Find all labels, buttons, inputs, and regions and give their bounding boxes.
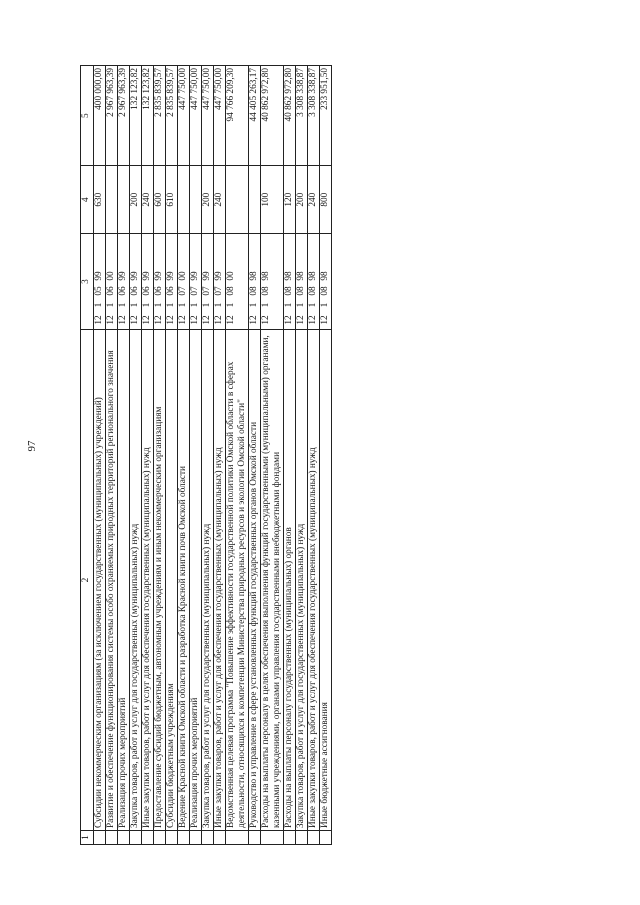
code-parts xyxy=(320,234,331,329)
code-part: 07 xyxy=(178,286,188,296)
table-row xyxy=(190,66,202,845)
row-name: Иные закупки товаров, работ и услуг для обеспечения государственных (муниципальных) нужд xyxy=(308,329,320,830)
code-part: 06 xyxy=(166,286,176,296)
code-part: 1 xyxy=(118,302,128,308)
code-part: 12 xyxy=(178,315,188,325)
budget-table xyxy=(80,65,332,845)
code-part: 12 xyxy=(130,315,140,325)
row-code xyxy=(190,234,202,330)
row-number-cell xyxy=(202,831,214,845)
code-part: 98 xyxy=(249,271,259,281)
table-row xyxy=(202,66,214,845)
code-part: 99 xyxy=(214,271,224,281)
code-part: 07 xyxy=(214,286,224,296)
code-part: 12 xyxy=(320,315,330,325)
row-expense-type: 240 xyxy=(308,166,320,234)
row-code xyxy=(214,234,226,330)
code-parts xyxy=(284,234,295,329)
table-row xyxy=(154,66,166,845)
row-code xyxy=(94,234,106,330)
row-name: Реализация прочих мероприятий xyxy=(190,329,202,830)
code-parts xyxy=(214,234,225,329)
header-col-2: 2 xyxy=(81,329,94,830)
row-number-cell xyxy=(214,831,226,845)
code-part: 07 xyxy=(190,286,200,296)
row-amount: 447 750,00 xyxy=(214,66,226,166)
row-code xyxy=(249,234,261,330)
row-name: Субсидии бюджетным учреждениям xyxy=(166,329,178,830)
row-expense-type: 240 xyxy=(214,166,226,234)
table-row xyxy=(284,66,296,845)
code-part: 1 xyxy=(296,302,306,308)
row-number-cell xyxy=(296,831,308,845)
code-part: 12 xyxy=(249,315,259,325)
code-part: 12 xyxy=(190,315,200,325)
code-part: 99 xyxy=(166,271,176,281)
table-row xyxy=(166,66,178,845)
code-parts xyxy=(130,234,141,329)
row-amount: 3 308 338,87 xyxy=(308,66,320,166)
row-name: Руководство и управление в сфере установленных функций государственных органов Омской области xyxy=(249,329,261,830)
code-part: 08 xyxy=(320,286,330,296)
code-parts xyxy=(226,234,237,329)
row-expense-type xyxy=(106,166,118,234)
table-row xyxy=(142,66,154,845)
row-number-cell xyxy=(226,831,249,845)
code-part: 1 xyxy=(226,302,236,308)
code-part: 00 xyxy=(178,271,188,281)
code-part: 12 xyxy=(214,315,224,325)
row-code xyxy=(166,234,178,330)
code-part: 1 xyxy=(166,302,176,308)
code-parts xyxy=(178,234,189,329)
row-expense-type: 630 xyxy=(94,166,106,234)
row-expense-type: 120 xyxy=(284,166,296,234)
code-part: 08 xyxy=(261,286,271,296)
row-name: Субсидии некоммерческим организациям (за исключением государственных (муниципальных) учреждений) xyxy=(94,329,106,830)
row-name: Закупка товаров, работ и услуг для государственных (муниципальных) нужд xyxy=(202,329,214,830)
row-expense-type: 200 xyxy=(130,166,142,234)
table-row xyxy=(130,66,142,845)
row-number-cell xyxy=(106,831,118,845)
row-number-cell xyxy=(249,831,261,845)
row-code xyxy=(106,234,118,330)
code-part: 06 xyxy=(142,286,152,296)
code-parts xyxy=(142,234,153,329)
code-part: 06 xyxy=(106,286,116,296)
code-part: 08 xyxy=(226,286,236,296)
code-part: 1 xyxy=(249,302,259,308)
code-part: 00 xyxy=(226,271,236,281)
code-parts xyxy=(190,234,201,329)
row-code xyxy=(261,234,284,330)
code-part: 08 xyxy=(308,286,318,296)
row-amount: 400 000,00 xyxy=(94,66,106,166)
row-amount: 132 123,82 xyxy=(142,66,154,166)
table-header-row xyxy=(81,66,94,845)
row-amount: 3 308 338,87 xyxy=(296,66,308,166)
table-row xyxy=(94,66,106,845)
code-parts xyxy=(154,234,165,329)
code-part: 00 xyxy=(106,271,116,281)
code-part: 12 xyxy=(261,315,271,325)
row-name: Иные закупки товаров, работ и услуг для обеспечения государственных (муниципальных) нужд xyxy=(142,329,154,830)
row-name: Закупка товаров, работ и услуг для государственных (муниципальных) нужд xyxy=(296,329,308,830)
row-expense-type xyxy=(118,166,130,234)
code-part: 12 xyxy=(284,315,294,325)
code-part: 1 xyxy=(178,302,188,308)
table-row xyxy=(320,66,332,845)
code-part: 98 xyxy=(296,271,306,281)
row-amount: 447 750,00 xyxy=(202,66,214,166)
row-code xyxy=(320,234,332,330)
row-code xyxy=(202,234,214,330)
header-col-1: 1 xyxy=(81,831,94,845)
table-row xyxy=(214,66,226,845)
code-part: 08 xyxy=(284,286,294,296)
code-parts xyxy=(249,234,260,329)
code-part: 1 xyxy=(130,302,140,308)
code-part: 1 xyxy=(202,302,212,308)
row-number-cell xyxy=(118,831,130,845)
code-part: 06 xyxy=(130,286,140,296)
row-expense-type xyxy=(226,166,249,234)
code-part: 99 xyxy=(118,271,128,281)
code-part: 12 xyxy=(226,315,236,325)
row-code xyxy=(226,234,249,330)
row-number-cell xyxy=(308,831,320,845)
row-amount: 2 967 963,39 xyxy=(106,66,118,166)
row-name: Иные бюджетные ассигнования xyxy=(320,329,332,830)
header-col-4: 4 xyxy=(81,166,94,234)
row-name: Расходы на выплаты персоналу в целях обеспечения выполнения функций государственными (муниципальными) органами, казенными учреждениями, органами управления государственными внебюджетными фондами xyxy=(261,329,284,830)
table-row xyxy=(106,66,118,845)
row-number-cell xyxy=(154,831,166,845)
row-number-cell xyxy=(166,831,178,845)
code-part: 1 xyxy=(308,302,318,308)
code-part: 99 xyxy=(154,271,164,281)
code-part: 12 xyxy=(166,315,176,325)
code-part: 1 xyxy=(106,302,116,308)
row-number-cell xyxy=(284,831,296,845)
code-part: 1 xyxy=(142,302,152,308)
row-expense-type: 800 xyxy=(320,166,332,234)
row-amount: 40 862 972,80 xyxy=(284,66,296,166)
row-code xyxy=(284,234,296,330)
code-part: 1 xyxy=(214,302,224,308)
code-parts xyxy=(202,234,213,329)
row-name: Закупка товаров, работ и услуг для государственных (муниципальных) нужд xyxy=(130,329,142,830)
table-row xyxy=(249,66,261,845)
budget-table-body xyxy=(81,66,332,845)
row-amount: 447 750,00 xyxy=(190,66,202,166)
code-parts xyxy=(94,234,105,329)
row-name: Ведение Красной книги Омской области и разработка Красной книги почв Омской области xyxy=(178,329,190,830)
row-expense-type: 200 xyxy=(296,166,308,234)
code-part: 1 xyxy=(261,302,271,308)
code-part: 06 xyxy=(154,286,164,296)
row-name: Развитие и обеспечение функционирования системы особо охраняемых природных территорий регионального значения xyxy=(106,329,118,830)
row-code xyxy=(296,234,308,330)
row-number-cell xyxy=(94,831,106,845)
code-parts xyxy=(296,234,307,329)
code-part: 99 xyxy=(142,271,152,281)
row-amount: 44 405 263,17 xyxy=(249,66,261,166)
code-part: 06 xyxy=(118,286,128,296)
table-row xyxy=(296,66,308,845)
row-amount: 40 862 972,80 xyxy=(261,66,284,166)
code-part: 12 xyxy=(154,315,164,325)
code-part: 98 xyxy=(284,271,294,281)
row-code xyxy=(142,234,154,330)
row-amount: 132 123,82 xyxy=(130,66,142,166)
code-part: 12 xyxy=(142,315,152,325)
code-part: 12 xyxy=(118,315,128,325)
header-col-3: 3 xyxy=(81,234,94,330)
row-number-cell xyxy=(178,831,190,845)
code-part: 1 xyxy=(284,302,294,308)
code-part: 12 xyxy=(106,315,116,325)
row-expense-type: 610 xyxy=(166,166,178,234)
code-part: 99 xyxy=(190,271,200,281)
row-expense-type xyxy=(178,166,190,234)
code-part: 1 xyxy=(154,302,164,308)
row-name: Ведомственная целевая программа "Повышение эффективности государственной политики Омской области в сферах деятельности, относящихся к компетенции Министерства природных ресурсов и экологии Омской области" xyxy=(226,329,249,830)
row-name: Предоставление субсидий бюджетным, автономным учреждениям и иным некоммерческим организациям xyxy=(154,329,166,830)
code-part: 07 xyxy=(202,286,212,296)
table-row xyxy=(178,66,190,845)
page-number: 97 xyxy=(26,440,38,452)
row-amount: 2 967 963,39 xyxy=(118,66,130,166)
code-part: 12 xyxy=(202,315,212,325)
code-part: 98 xyxy=(308,271,318,281)
row-expense-type: 600 xyxy=(154,166,166,234)
code-parts xyxy=(106,234,117,329)
row-expense-type: 240 xyxy=(142,166,154,234)
rotated-content xyxy=(80,55,600,845)
row-amount: 233 951,50 xyxy=(320,66,332,166)
row-code xyxy=(178,234,190,330)
code-part: 05 xyxy=(94,286,104,296)
row-expense-type xyxy=(249,166,261,234)
code-part: 1 xyxy=(320,302,330,308)
row-number-cell xyxy=(130,831,142,845)
row-code xyxy=(154,234,166,330)
row-number-cell xyxy=(190,831,202,845)
table-row xyxy=(308,66,320,845)
code-part: 08 xyxy=(296,286,306,296)
code-part: 12 xyxy=(296,315,306,325)
row-name: Иные закупки товаров, работ и услуг для обеспечения государственных (муниципальных) нужд xyxy=(214,329,226,830)
code-part: 1 xyxy=(190,302,200,308)
code-part: 12 xyxy=(308,315,318,325)
row-number-cell xyxy=(320,831,332,845)
code-parts xyxy=(261,234,272,329)
row-expense-type: 200 xyxy=(202,166,214,234)
row-amount: 447 750,00 xyxy=(178,66,190,166)
row-amount: 2 835 839,57 xyxy=(166,66,178,166)
code-parts xyxy=(308,234,319,329)
code-part: 99 xyxy=(202,271,212,281)
code-part: 98 xyxy=(261,271,271,281)
row-code xyxy=(118,234,130,330)
code-parts xyxy=(118,234,129,329)
table-row xyxy=(226,66,249,845)
code-parts xyxy=(166,234,177,329)
row-expense-type xyxy=(190,166,202,234)
row-number-cell xyxy=(142,831,154,845)
code-part: 1 xyxy=(94,302,104,308)
row-expense-type: 100 xyxy=(261,166,284,234)
code-part: 08 xyxy=(249,286,259,296)
row-amount: 94 766 209,30 xyxy=(226,66,249,166)
row-number-cell xyxy=(261,831,284,845)
table-row xyxy=(118,66,130,845)
row-name: Расходы на выплаты персоналу государственных (муниципальных) органов xyxy=(284,329,296,830)
header-col-5: 5 xyxy=(81,66,94,166)
row-code xyxy=(130,234,142,330)
code-part: 99 xyxy=(94,271,104,281)
table-row xyxy=(261,66,284,845)
row-code xyxy=(308,234,320,330)
row-name: Реализация прочих мероприятий xyxy=(118,329,130,830)
code-part: 98 xyxy=(320,271,330,281)
code-part: 12 xyxy=(94,315,104,325)
code-part: 99 xyxy=(130,271,140,281)
row-amount: 2 835 839,57 xyxy=(154,66,166,166)
